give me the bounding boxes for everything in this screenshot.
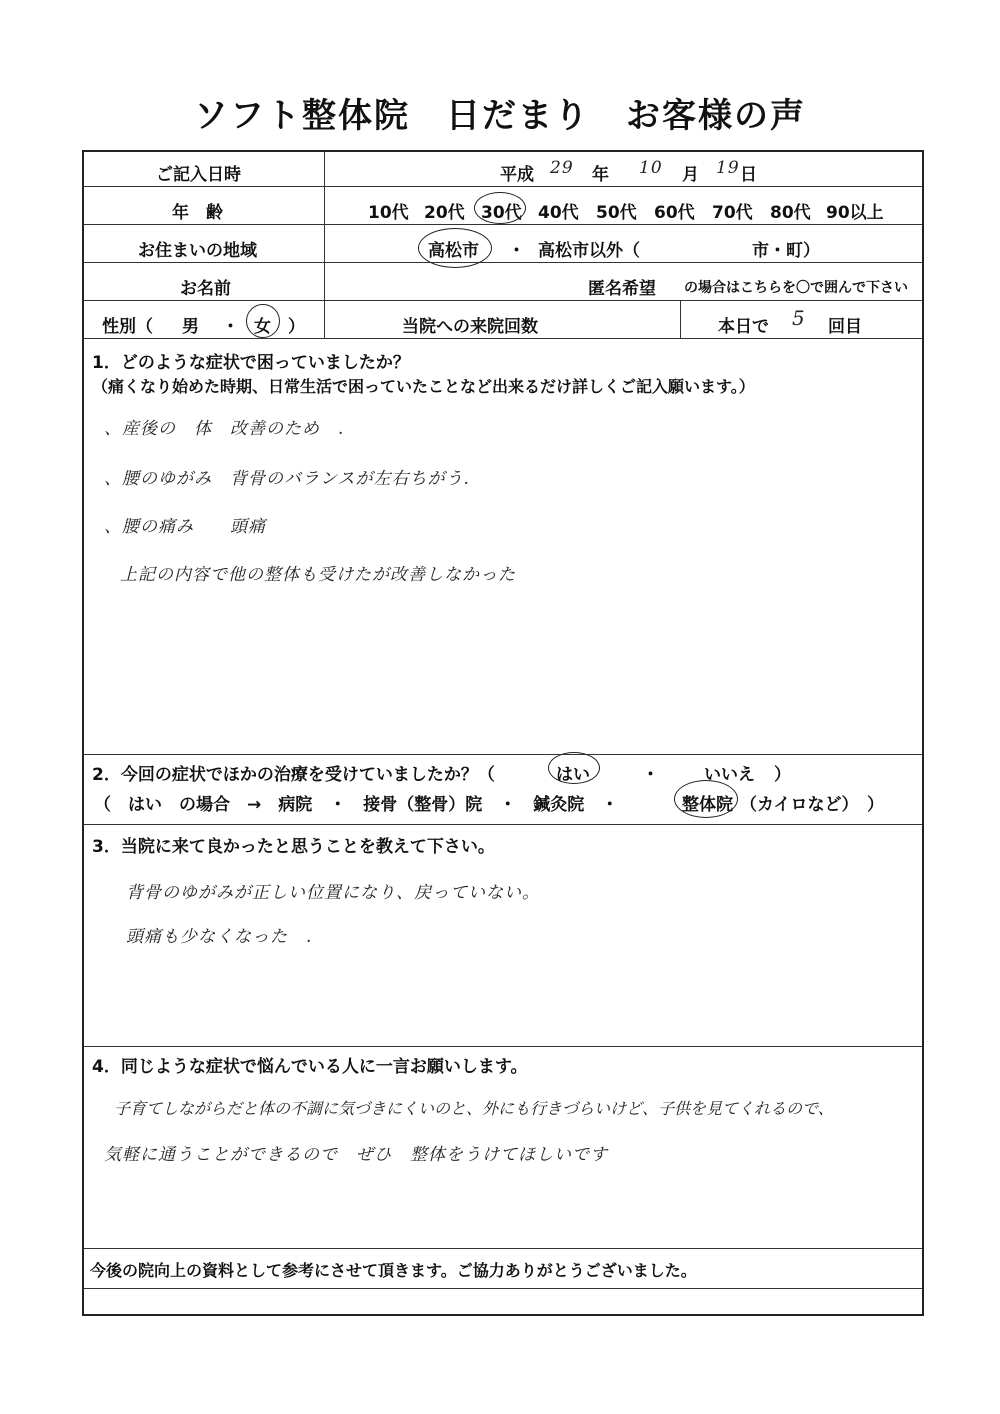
row-divider (84, 338, 922, 339)
section-divider (84, 1046, 922, 1047)
age-option-selected[interactable]: 30代 (481, 203, 522, 223)
date-label: ご記入日時 (156, 165, 241, 185)
row-divider (84, 186, 922, 187)
footer-note: 今後の院向上の資料として参考にさせて頂きます。ご協力ありがとうございました。 (90, 1261, 697, 1280)
region-separator: ・ (508, 241, 525, 261)
region-suffix: 市・町） (752, 241, 820, 261)
region-label: お住まいの地域 (138, 241, 257, 261)
gender-female-selected[interactable]: 女 (254, 317, 271, 337)
section-divider (84, 824, 922, 825)
selection-circle (418, 228, 492, 268)
age-option[interactable]: 90以上 (826, 203, 884, 223)
age-label: 年 齢 (172, 203, 223, 223)
row-divider (84, 262, 922, 263)
date-month: 10 (639, 158, 663, 178)
question-3-answer: 頭痛も少なくなった . (126, 927, 313, 947)
age-option[interactable]: 10代 (368, 203, 409, 223)
era-label: 平成 (500, 165, 534, 185)
anonymous-option[interactable]: 匿名希望 (588, 279, 656, 299)
question-2-separator: ・ (642, 765, 659, 785)
question-1-answer: 、産後の 体 改善のため . (104, 419, 345, 439)
region-option[interactable]: 高松市以外（ (538, 241, 640, 261)
age-option[interactable]: 80代 (770, 203, 811, 223)
row-divider (84, 224, 922, 225)
date-year: 29 (550, 158, 574, 178)
question-1-answer: 、腰のゆがみ 背骨のバランスが左右ちがう. (104, 469, 470, 489)
selection-circle (548, 752, 600, 784)
question-1-subtitle: （痛くなり始めた時期、日常生活で困っていたことなど出来るだけ詳しくご記入願います。） (92, 377, 755, 396)
question-4-answer: 気軽に通うことができるので ぜひ 整体をうけてほしいです (104, 1145, 608, 1165)
day-unit: 日 (740, 165, 757, 185)
question-2-title: 2．今回の症状でほかの治療を受けていましたか？（ (92, 765, 495, 785)
gender-separator: ・ (222, 317, 239, 337)
age-option[interactable]: 40代 (538, 203, 579, 223)
question-4-answer: 子育てしながらだと体の不調に気づきにくいのと、外にも行きづらいけど、子供を見てくれるので、 (114, 1099, 834, 1118)
question-3-answer: 背骨のゆがみが正しい位置になり、戻っていない。 (126, 883, 540, 903)
question-1-title: 1．どのような症状で困っていましたか？ (92, 353, 410, 373)
selection-circle (674, 780, 738, 818)
question-4-title: 4．同じような症状で悩んでいる人に一言お願いします。 (92, 1057, 528, 1077)
visits-label: 当院への来院回数 (402, 317, 538, 337)
gender-label: 性別（ (102, 317, 153, 337)
selection-circle (246, 304, 280, 338)
visits-suffix: 回目 (828, 317, 862, 337)
question-2-close: ） (774, 765, 791, 785)
visits-prefix: 本日で (718, 317, 769, 337)
question-2-no[interactable]: いいえ (704, 765, 755, 785)
question-2-detail: （ はい の場合 → 病院 ・ 接骨（整骨）院 ・ 鍼灸院 ・ (94, 795, 619, 815)
question-1-answer: 上記の内容で他の整体も受けたが改善しなかった (120, 565, 516, 585)
section-divider (84, 754, 922, 755)
section-divider (84, 1288, 922, 1289)
question-1-answer: 、腰の痛み 頭痛 (104, 517, 266, 537)
column-divider (680, 300, 681, 338)
gender-male[interactable]: 男 (182, 317, 199, 337)
page-title: ソフト整体院 日だまり お客様の声 (194, 96, 806, 136)
question-2-detail-selected[interactable]: 整体院 (682, 795, 733, 815)
column-divider (324, 152, 325, 300)
survey-form (82, 150, 924, 1316)
year-unit: 年 (592, 165, 609, 185)
region-option-selected[interactable]: 高松市 (428, 241, 479, 261)
age-option[interactable]: 70代 (712, 203, 753, 223)
question-2-detail-close: （カイロなど） ） (740, 795, 884, 815)
name-label: お名前 (180, 279, 231, 299)
age-option[interactable]: 60代 (654, 203, 695, 223)
date-day: 19 (716, 158, 740, 178)
gender-close: ） (288, 317, 305, 337)
selection-circle (474, 192, 526, 224)
anonymous-note: の場合はこちらを〇で囲んで下さい (684, 280, 908, 296)
row-divider (84, 300, 922, 301)
age-option[interactable]: 50代 (596, 203, 637, 223)
question-3-title: 3．当院に来て良かったと思うことを教えて下さい。 (92, 837, 495, 857)
visits-count: 5 (792, 306, 806, 330)
section-divider (84, 1248, 922, 1249)
age-option[interactable]: 20代 (424, 203, 465, 223)
column-divider (324, 300, 325, 338)
month-unit: 月 (682, 165, 699, 185)
question-2-yes[interactable]: はい (556, 765, 590, 785)
